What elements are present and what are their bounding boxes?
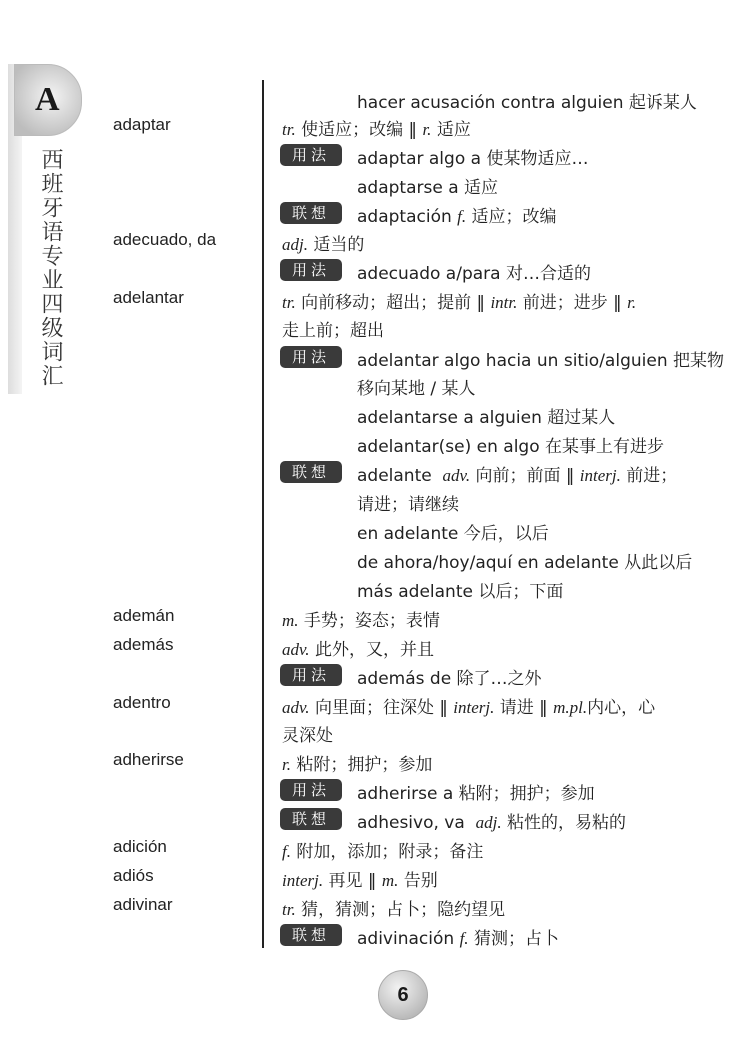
definition: 向里面；往深处 ‖	[309, 698, 454, 718]
usage-tag: 用法	[280, 346, 342, 368]
definition: 适应；改编	[466, 207, 557, 227]
pos-label: interj.	[453, 698, 495, 717]
term: adelante	[357, 466, 432, 486]
entry-line	[282, 115, 471, 140]
entry-line	[282, 230, 364, 255]
definition: 向前；前面 ‖	[470, 466, 580, 486]
entry-line	[282, 693, 655, 718]
entry-line: adherirse a 粘附；拥护；参加	[357, 784, 595, 804]
entry-line	[282, 837, 483, 862]
definition: 请进 ‖	[494, 698, 554, 718]
entry-line: adaptarse a 适应	[357, 178, 499, 198]
headword: adherirse	[113, 750, 184, 769]
pos-label: adv.	[442, 466, 471, 485]
definition: 向前移动；超出；提前 ‖	[295, 293, 491, 313]
entry-line	[282, 288, 636, 313]
term: adaptación	[357, 207, 452, 227]
entry-line: hacer acusación contra alguien 起诉某人	[357, 93, 697, 113]
headword: además	[113, 635, 174, 654]
association-tag: 联想	[280, 808, 342, 830]
definition: 使适应；改编 ‖	[295, 120, 423, 140]
usage-tag: 用法	[280, 779, 342, 801]
entry-line: más adelante 以后；下面	[357, 582, 564, 602]
pos-label: interj.	[579, 466, 621, 485]
entry-line: adelantarse a alguien 超过某人	[357, 408, 616, 428]
pos-label: f.	[457, 207, 467, 226]
term: adhesivo, va	[357, 813, 471, 833]
entry-line: 走上前；超出	[282, 321, 384, 341]
pos-label: adv.	[282, 640, 310, 659]
association-tag: 联想	[280, 924, 342, 946]
entry-line	[357, 924, 559, 949]
entry-line: 移向某地 / 某人	[357, 379, 476, 399]
definition: 猜，猜测；占卜；隐约望见	[295, 900, 506, 920]
pos-label: m.	[381, 871, 399, 890]
page-number: 6	[378, 970, 428, 1020]
entry-line	[282, 606, 440, 631]
entry-line: 请进；请继续	[357, 495, 459, 515]
term: adivinación	[357, 929, 455, 949]
pos-label: tr.	[282, 900, 296, 919]
entry-line	[282, 866, 438, 891]
definition: 粘性的，易粘的	[501, 813, 626, 833]
pos-label: adj.	[282, 235, 308, 254]
pos-label: r.	[282, 755, 291, 774]
entry-line: en adelante 今后，以后	[357, 524, 549, 544]
headword: adaptar	[113, 115, 171, 134]
pos-label: adv.	[282, 698, 310, 717]
association-tag: 联想	[280, 461, 342, 483]
book-title-vertical: 西班牙语专业四级词汇	[38, 148, 63, 388]
entry-line	[282, 635, 434, 660]
association-tag: 联想	[280, 202, 342, 224]
definition: 适应	[431, 120, 471, 140]
pos-label: r.	[422, 120, 432, 139]
entry-line	[282, 895, 505, 920]
pos-label: f.	[459, 929, 469, 948]
entry-line: de ahora/hoy/aquí en adelante 从此以后	[357, 553, 693, 573]
definition: 再见 ‖	[323, 871, 382, 891]
entry-line: adelantar algo hacia un sitio/alguien 把某物	[357, 351, 724, 371]
pos-label: tr.	[282, 293, 296, 312]
pos-label: r.	[627, 293, 637, 312]
entry-line	[357, 461, 677, 486]
definition: 前进；	[620, 466, 678, 486]
pos-label: intr.	[490, 293, 518, 312]
column-divider	[262, 80, 264, 948]
headword: adecuado, da	[113, 230, 217, 249]
headword: ademán	[113, 606, 175, 625]
usage-tag: 用法	[280, 664, 342, 686]
definition: 告别	[398, 871, 438, 891]
pos-label: f.	[282, 842, 291, 861]
definition: 猜测；占卜	[468, 929, 559, 949]
entry-line	[357, 202, 557, 227]
definition: 内心，心	[587, 698, 656, 718]
definition: 适当的	[307, 235, 365, 255]
entry-line: además de 除了…之外	[357, 669, 542, 689]
headword: adiós	[113, 866, 154, 885]
pos-label: adj.	[475, 813, 502, 832]
entry-line	[282, 750, 432, 775]
pos-label: interj.	[282, 871, 324, 890]
headword: adentro	[113, 693, 171, 712]
usage-tag: 用法	[280, 259, 342, 281]
headword: adición	[113, 837, 167, 856]
definition: 此外，又，并且	[309, 640, 434, 660]
definition: 粘附；拥护；参加	[290, 755, 433, 775]
definition: 附加，添加；附录；备注	[290, 842, 484, 862]
usage-tag: 用法	[280, 144, 342, 166]
pos-label: m.pl.	[553, 698, 588, 717]
entry-line: adelantar(se) en algo 在某事上有进步	[357, 437, 665, 457]
headword: adivinar	[113, 895, 173, 914]
definition: 手势；姿态；表情	[298, 611, 440, 631]
entry-line	[357, 808, 626, 833]
entry-line: adecuado a/para 对…合适的	[357, 264, 591, 284]
definition: 前进；进步 ‖	[517, 293, 628, 313]
headword: adelantar	[113, 288, 184, 307]
pos-label: m.	[282, 611, 299, 630]
entry-line: 灵深处	[282, 726, 333, 746]
entry-line: adaptar algo a 使某物适应…	[357, 149, 589, 169]
section-letter-badge: A	[14, 64, 82, 136]
pos-label: tr.	[282, 120, 296, 139]
